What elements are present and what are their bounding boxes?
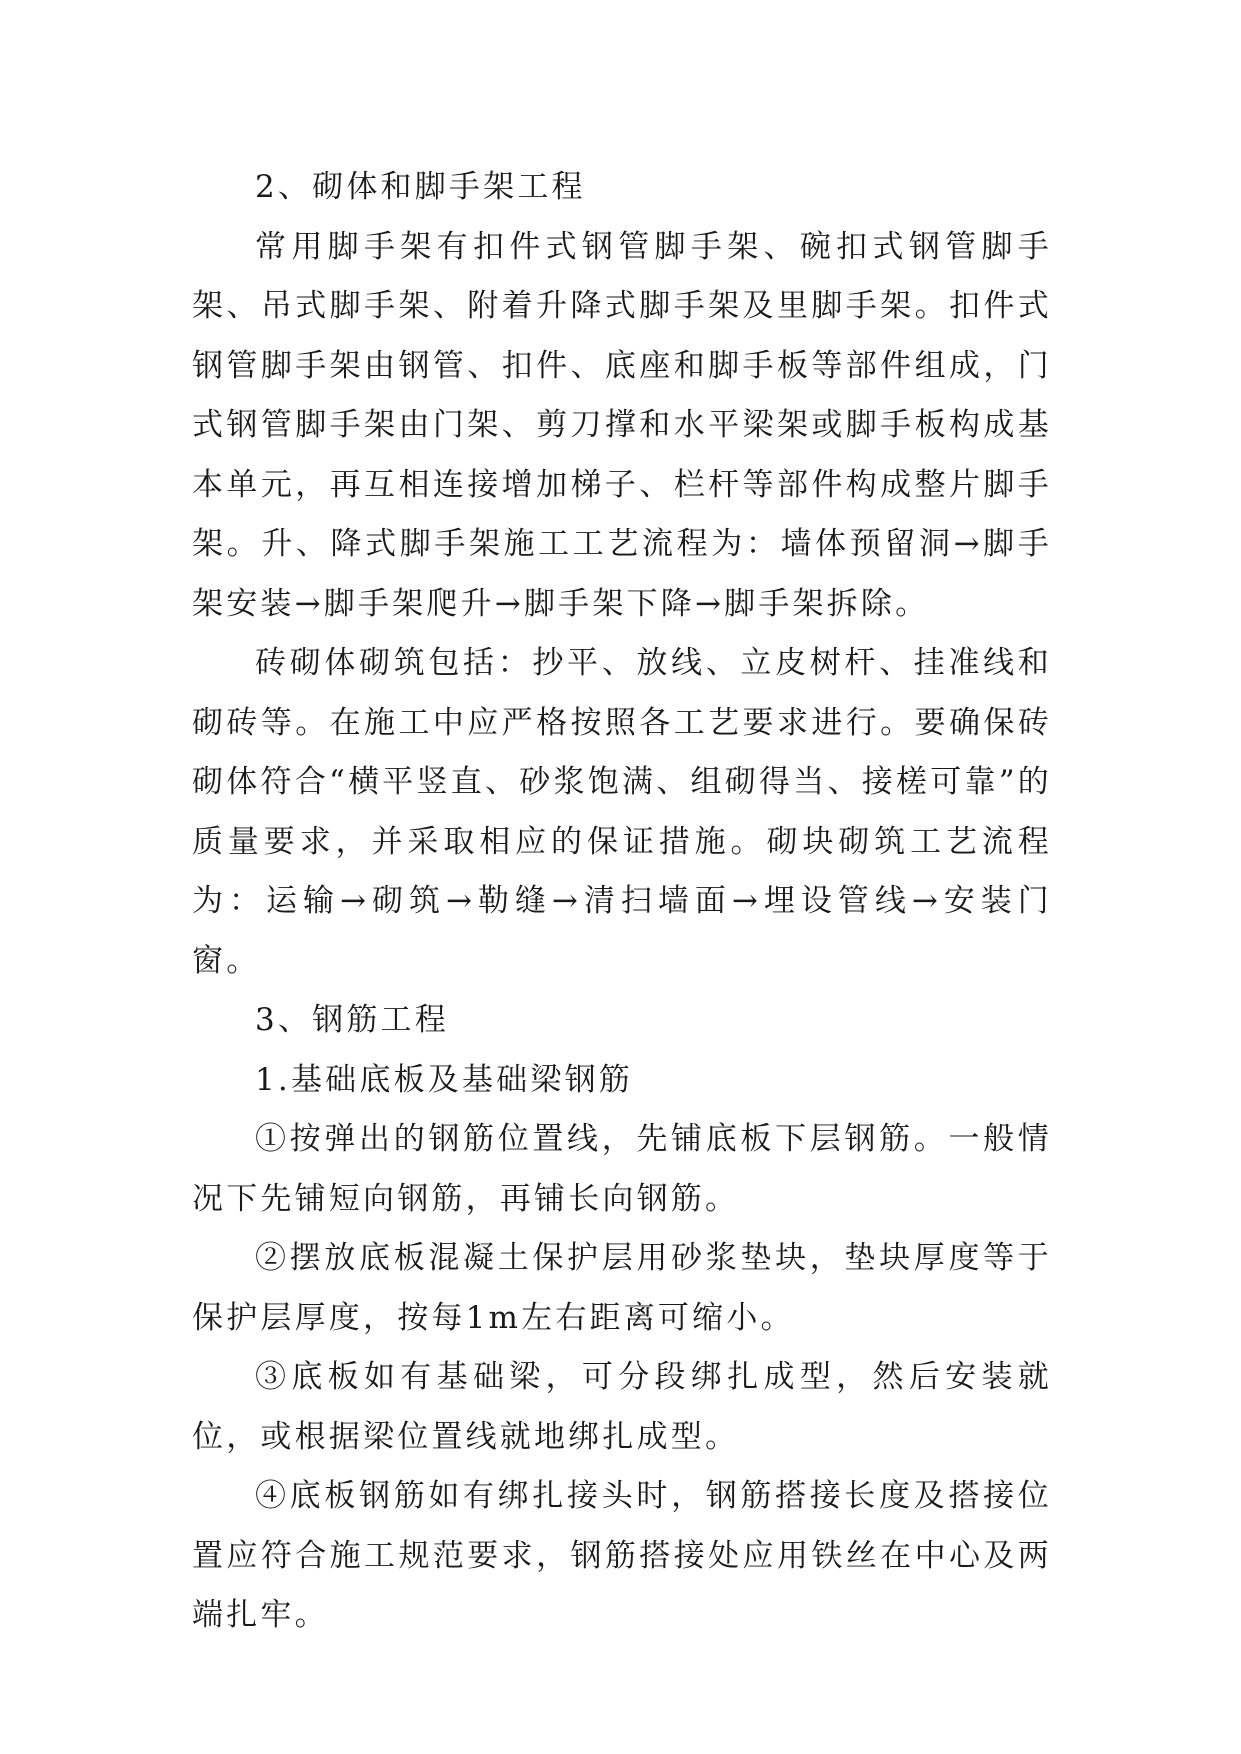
document-body — [192, 158, 1052, 1646]
list-item-step-4: ④底板钢筋如有绑扎接头时，钢筋搭接长度及搭接位置应符合施工规范要求，钢筋搭接处应用铁丝在中心及两端扎牢。 — [192, 1478, 1052, 1633]
paragraph-scaffolding-types: 常用脚手架有扣件式钢管脚手架、碗扣式钢管脚手架、吊式脚手架、附着升降式脚手架及里脚手架。扣件式钢管脚手架由钢管、扣件、底座和脚手板等部件组成，门式钢管脚手架由门架、剪刀撑和水平梁架或脚手板构成基本单元，再互相连接增加梯子、栏杆等部件构成整片脚手架。升、降式脚手架施工工艺流程为：墙体预留洞→脚手架安装→脚手架爬升→脚手架下降→脚手架拆除。 — [192, 228, 1052, 622]
list-item-step-2: ②摆放底板混凝土保护层用砂浆垫块，垫块厚度等于保护层厚度，按每1m左右距离可缩小。 — [192, 1240, 1052, 1336]
section-heading-rebar: 3、钢筋工程 — [255, 1002, 449, 1038]
subsection-heading-foundation-rebar: 1.基础底板及基础梁钢筋 — [255, 1061, 633, 1098]
paragraph-brick-masonry: 砖砌体砌筑包括：抄平、放线、立皮树杆、挂准线和砌砖等。在施工中应严格按照各工艺要求进行。要确保砖砌体符合“横平竖直、砂浆饱满、组砌得当、接槎可靠”的质量要求，并采取相应的保证措施。砌块砌筑工艺流程为：运输→砌筑→勒缝→清扫墙面→埋设管线→安装门窗。 — [192, 645, 1052, 979]
section-heading-masonry-scaffolding: 2、砌体和脚手架工程 — [255, 169, 586, 205]
list-item-step-1: ①按弹出的钢筋位置线，先铺底板下层钢筋。一般情况下先铺短向钢筋，再铺长向钢筋。 — [192, 1121, 1052, 1217]
list-item-step-3: ③底板如有基础梁，可分段绑扎成型，然后安装就位，或根据梁位置线就地绑扎成型。 — [192, 1359, 1052, 1455]
